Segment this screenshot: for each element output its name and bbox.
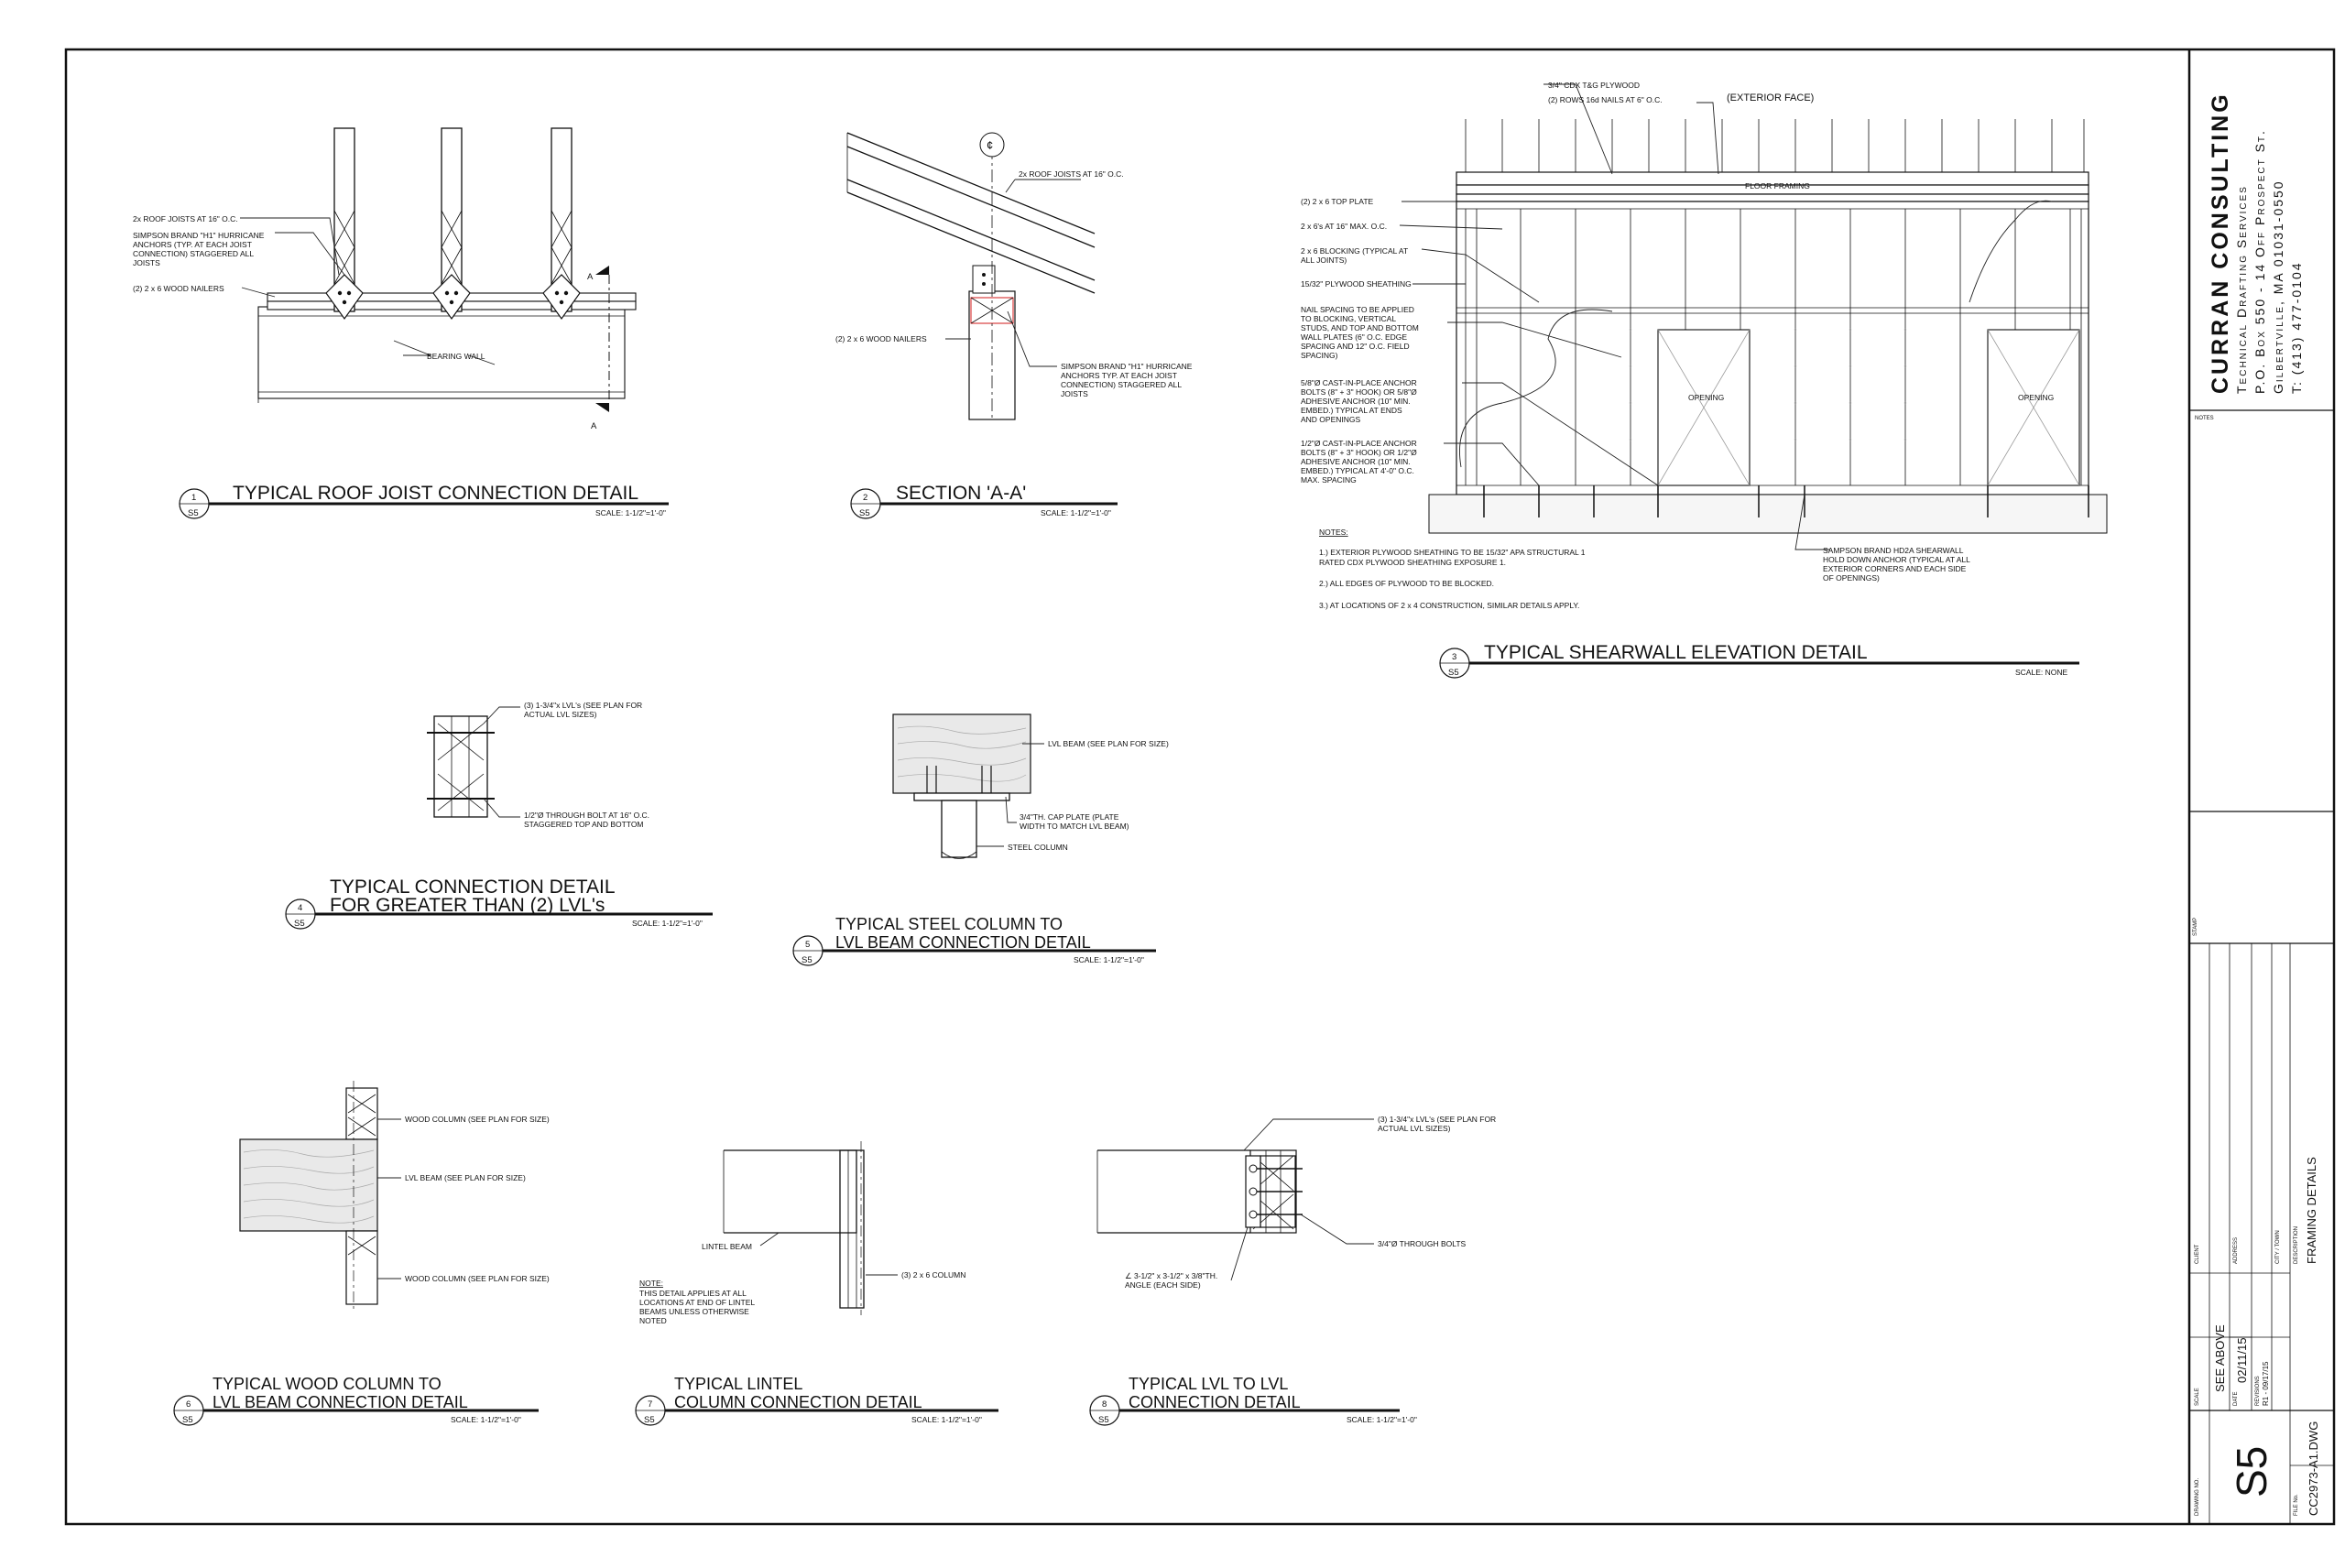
detail-1-heading: TYPICAL ROOF JOIST CONNECTION DETAIL [233, 483, 638, 504]
file-number: CC2973-A1.DWG [2307, 1421, 2320, 1516]
client-value: SEE ABOVE [2213, 1324, 2227, 1392]
d8-angle-note-1: ∠ 3-1/2" x 3-1/2" x 3/8"TH. [1125, 1271, 1218, 1280]
detail-8-scale: SCALE: 1-1/2"=1'-0" [1347, 1415, 1417, 1424]
d3-plywood-note: 3/4" CDX T&G PLYWOOD [1548, 81, 1641, 90]
detail-2-heading: SECTION 'A-A' [896, 483, 1027, 504]
detail-7-title [636, 1375, 998, 1425]
d3-anchor12-4: EMBED.) TYPICAL AT 4'-0" O.C. [1301, 466, 1414, 475]
centerline-mark: ¢ [987, 138, 994, 152]
d3-nail-spacing-3: STUDS, AND TOP AND BOTTOM [1301, 323, 1419, 332]
detail-4-sheet: S5 [294, 919, 305, 929]
detail-3-drawing [1301, 81, 2107, 610]
file-no-label: FILE No. [2294, 1494, 2299, 1516]
detail-5-title [793, 915, 1156, 965]
opening-label-left: OPENING [1688, 393, 1725, 402]
detail-5-number: 5 [805, 940, 811, 950]
d3-blocking-note-2: ALL JOINTS) [1301, 256, 1347, 265]
detail-3-number: 3 [1452, 652, 1457, 662]
detail-7-heading-1: TYPICAL LINTEL [674, 1375, 803, 1393]
revisions-label: REVISIONS [2255, 1376, 2261, 1406]
scale-label: SCALE [2195, 1388, 2200, 1406]
detail-7-drawing [639, 1141, 965, 1325]
d3-nail-spacing-4: WALL PLATES (6" O.C. EDGE [1301, 332, 1408, 342]
d1-nailers-note: (2) 2 x 6 WOOD NAILERS [133, 284, 224, 293]
d5-steel-column-note: STEEL COLUMN [1008, 843, 1068, 852]
d3-nail-spacing-5: SPACING AND 12" O.C. FIELD [1301, 342, 1410, 351]
detail-3-heading: TYPICAL SHEARWALL ELEVATION DETAIL [1484, 642, 1868, 663]
detail-6-number: 6 [186, 1399, 191, 1410]
detail-6-title [174, 1375, 539, 1425]
drawing-number: S5 [2228, 1445, 2275, 1497]
detail-8-number: 8 [1102, 1399, 1107, 1410]
d5-cap-plate-note-2: WIDTH TO MATCH LVL BEAM) [1020, 822, 1129, 831]
detail-2-number: 2 [863, 493, 868, 503]
detail-1-scale: SCALE: 1-1/2"=1'-0" [595, 508, 666, 517]
detail-7-sheet: S5 [644, 1415, 655, 1425]
d3-holddown-4: OF OPENINGS) [1823, 573, 1880, 583]
d5-cap-plate-note-1: 3/4"TH. CAP PLATE (PLATE [1020, 812, 1119, 822]
d2-nailers-note: (2) 2 x 6 WOOD NAILERS [835, 334, 927, 343]
d3-blocking-note-1: 2 x 6 BLOCKING (TYPICAL AT [1301, 246, 1409, 256]
detail-4-heading-1: TYPICAL CONNECTION DETAIL [330, 877, 616, 898]
d8-lvls-note-2: ACTUAL LVL SIZES) [1378, 1124, 1451, 1133]
section-mark-bottom: A [591, 421, 597, 431]
d4-bolt-note-2: STAGGERED TOP AND BOTTOM [524, 820, 644, 829]
d7-column-note: (3) 2 x 6 COLUMN [901, 1270, 966, 1279]
detail-8-sheet: S5 [1098, 1415, 1109, 1425]
opening-label-right: OPENING [2018, 393, 2055, 402]
detail-5-heading-1: TYPICAL STEEL COLUMN TO [835, 915, 1063, 933]
d7-lintel-beam-note: LINTEL BEAM [702, 1242, 752, 1251]
d7-note-4: NOTED [639, 1316, 667, 1325]
d2-roof-joists-note: 2x ROOF JOISTS AT 16" O.C. [1019, 169, 1124, 179]
d3-note-1a: 1.) EXTERIOR PLYWOOD SHEATHING TO BE 15/32" APA STRUCTURAL 1 [1319, 548, 1586, 557]
detail-5-scale: SCALE: 1-1/2"=1'-0" [1074, 955, 1144, 964]
d3-studs-note: 2 x 6's AT 16" MAX. O.C. [1301, 222, 1388, 231]
d8-angle-note-2: ANGLE (EACH SIDE) [1125, 1280, 1201, 1290]
d4-bolt-note-1: 1/2"Ø THROUGH BOLT AT 16" O.C. [524, 811, 650, 820]
detail-7-heading-2: COLUMN CONNECTION DETAIL [674, 1393, 922, 1411]
detail-5-drawing [893, 714, 1169, 859]
section-mark-top: A [587, 272, 594, 282]
d3-holddown-3: EXTERIOR CORNERS AND EACH SIDE [1823, 564, 1967, 573]
detail-1-title [180, 483, 669, 518]
d3-holddown-2: HOLD DOWN ANCHOR (TYPICAL AT ALL [1823, 555, 1970, 564]
company-phone: T: (413) 477-0104 [2289, 261, 2304, 394]
detail-3-sheet: S5 [1448, 668, 1459, 678]
date-value: 02/11/15 [2235, 1337, 2249, 1383]
address-label: ADDRESS [2233, 1236, 2239, 1264]
company-address-1: P.O. Box 550 - 14 Off Prospect St. [2252, 129, 2267, 394]
revision-value: R1 - 09/17/15 [2262, 1361, 2270, 1406]
d2-hurricane-note-4: JOISTS [1061, 389, 1088, 398]
d5-lvl-beam-note: LVL BEAM (SEE PLAN FOR SIZE) [1048, 739, 1169, 748]
detail-4-number: 4 [298, 903, 303, 913]
d6-wood-column-top-note: WOOD COLUMN (SEE PLAN FOR SIZE) [405, 1115, 550, 1124]
detail-6-scale: SCALE: 1-1/2"=1'-0" [451, 1415, 521, 1424]
d1-hurricane-note-1: SIMPSON BRAND "H1" HURRICANE [133, 231, 265, 240]
d3-holddown-1: SAMPSON BRAND HD2A SHEARWALL [1823, 546, 1964, 555]
d7-note-1: THIS DETAIL APPLIES AT ALL [639, 1289, 747, 1298]
city-label: CITY / TOWN [2275, 1230, 2281, 1264]
d3-notes-heading: NOTES: [1319, 528, 1348, 537]
detail-4-heading-2: FOR GREATER THAN (2) LVL's [330, 895, 605, 916]
detail-2-sheet: S5 [859, 508, 870, 518]
d3-anchor58-3: ADHESIVE ANCHOR (10" MIN. [1301, 397, 1411, 406]
title-block [2189, 92, 2334, 1524]
d2-hurricane-note-1: SIMPSON BRAND "H1" HURRICANE [1061, 362, 1193, 371]
d3-note-2: 2.) ALL EDGES OF PLYWOOD TO BE BLOCKED. [1319, 579, 1494, 588]
d1-hurricane-note-2: ANCHORS (TYP. AT EACH JOIST [133, 240, 252, 249]
d3-note-3: 3.) AT LOCATIONS OF 2 x 4 CONSTRUCTION, SIMILAR DETAILS APPLY. [1319, 601, 1580, 610]
d3-anchor58-2: BOLTS (8" + 3" HOOK) OR 5/8"Ø [1301, 387, 1417, 397]
d1-hurricane-note-3: CONNECTION) STAGGERED ALL [133, 249, 255, 258]
detail-2-title [851, 483, 1118, 518]
detail-8-heading-2: CONNECTION DETAIL [1129, 1393, 1301, 1411]
d3-nail-spacing-6: SPACING) [1301, 351, 1338, 360]
description-label: DESCRIPTION [2294, 1225, 2299, 1264]
notes-label: NOTES [2195, 416, 2214, 421]
d3-sheathing-note: 15/32" PLYWOOD SHEATHING [1301, 279, 1412, 289]
date-label: DATE [2233, 1391, 2239, 1406]
detail-2-scale: SCALE: 1-1/2"=1'-0" [1041, 508, 1111, 517]
stamp-label: STAMP [2193, 917, 2198, 936]
detail-2-drawing [835, 133, 1193, 419]
client-label: CLIENT [2195, 1244, 2200, 1264]
detail-4-scale: SCALE: 1-1/2"=1'-0" [632, 919, 703, 928]
detail-4-title [286, 877, 713, 929]
detail-6-sheet: S5 [182, 1415, 193, 1425]
d3-anchor58-5: AND OPENINGS [1301, 415, 1361, 424]
d6-lvl-beam-note: LVL BEAM (SEE PLAN FOR SIZE) [405, 1173, 526, 1182]
detail-1-sheet: S5 [188, 508, 199, 518]
detail-8-drawing [1097, 1115, 1496, 1290]
d7-note-heading: NOTE: [639, 1279, 663, 1288]
detail-6-heading-1: TYPICAL WOOD COLUMN TO [213, 1375, 442, 1393]
company-address-2: Gilbertville, MA 01031-0550 [2271, 180, 2285, 394]
d3-floor-framing: FLOOR FRAMING [1745, 181, 1810, 191]
d8-bolts-note: 3/4"Ø THROUGH BOLTS [1378, 1239, 1467, 1248]
detail-8-heading-1: TYPICAL LVL TO LVL [1129, 1375, 1289, 1393]
detail-6-heading-2: LVL BEAM CONNECTION DETAIL [213, 1393, 468, 1411]
d3-nails-note: (2) ROWS 16d NAILS AT 6" O.C. [1548, 95, 1663, 104]
d3-nail-spacing-1: NAIL SPACING TO BE APPLIED [1301, 305, 1414, 314]
d7-note-3: BEAMS UNLESS OTHERWISE [639, 1307, 749, 1316]
d3-anchor58-4: EMBED.) TYPICAL AT ENDS [1301, 406, 1402, 415]
d1-hurricane-note-4: JOISTS [133, 258, 160, 267]
d3-exterior-face: (EXTERIOR FACE) [1727, 93, 1815, 103]
detail-5-heading-2: LVL BEAM CONNECTION DETAIL [835, 933, 1091, 952]
detail-7-number: 7 [648, 1399, 653, 1410]
d2-hurricane-note-3: CONNECTION) STAGGERED ALL [1061, 380, 1183, 389]
d3-anchor12-5: MAX. SPACING [1301, 475, 1357, 485]
detail-3-scale: SCALE: NONE [2015, 668, 2068, 677]
d3-top-plate-note: (2) 2 x 6 TOP PLATE [1301, 197, 1374, 206]
d3-anchor12-2: BOLTS (8" + 3" HOOK) OR 1/2"Ø [1301, 448, 1417, 457]
description-value: FRAMING DETAILS [2305, 1157, 2318, 1264]
d3-anchor12-1: 1/2"Ø CAST-IN-PLACE ANCHOR [1301, 439, 1417, 448]
d7-note-2: LOCATIONS AT END OF LINTEL [639, 1298, 756, 1307]
company-subtitle: Technical Drafting Services [2234, 185, 2249, 394]
d3-anchor12-3: ADHESIVE ANCHOR (10" MIN. [1301, 457, 1411, 466]
detail-1-drawing [133, 128, 636, 431]
company-name: Curran Consulting [2208, 92, 2233, 394]
d4-lvls-note-1: (3) 1-3/4"x LVL's (SEE PLAN FOR [524, 701, 643, 710]
d1-roof-joists-note: 2x ROOF JOISTS AT 16" O.C. [133, 214, 238, 223]
detail-7-scale: SCALE: 1-1/2"=1'-0" [911, 1415, 982, 1424]
d3-note-1b: RATED CDX PLYWOOD SHEATHING EXPOSURE 1. [1319, 558, 1507, 567]
drawing-no-label: DRAWING NO. [2195, 1477, 2200, 1516]
detail-5-sheet: S5 [802, 955, 813, 965]
d1-bearing-wall-note: BEARING WALL [427, 352, 485, 361]
d6-wood-column-bottom-note: WOOD COLUMN (SEE PLAN FOR SIZE) [405, 1274, 550, 1283]
d2-hurricane-note-2: ANCHORS TYP. AT EACH JOIST [1061, 371, 1177, 380]
detail-6-drawing [240, 1081, 550, 1310]
detail-1-number: 1 [191, 493, 197, 503]
detail-3-title [1440, 642, 2079, 678]
d3-nail-spacing-2: TO BLOCKING, VERTICAL [1301, 314, 1397, 323]
d8-lvls-note-1: (3) 1-3/4"x LVL's (SEE PLAN FOR [1378, 1115, 1497, 1124]
detail-4-drawing [427, 701, 649, 829]
detail-8-title [1090, 1375, 1417, 1425]
d3-anchor58-1: 5/8"Ø CAST-IN-PLACE ANCHOR [1301, 378, 1417, 387]
d4-lvls-note-2: ACTUAL LVL SIZES) [524, 710, 597, 719]
